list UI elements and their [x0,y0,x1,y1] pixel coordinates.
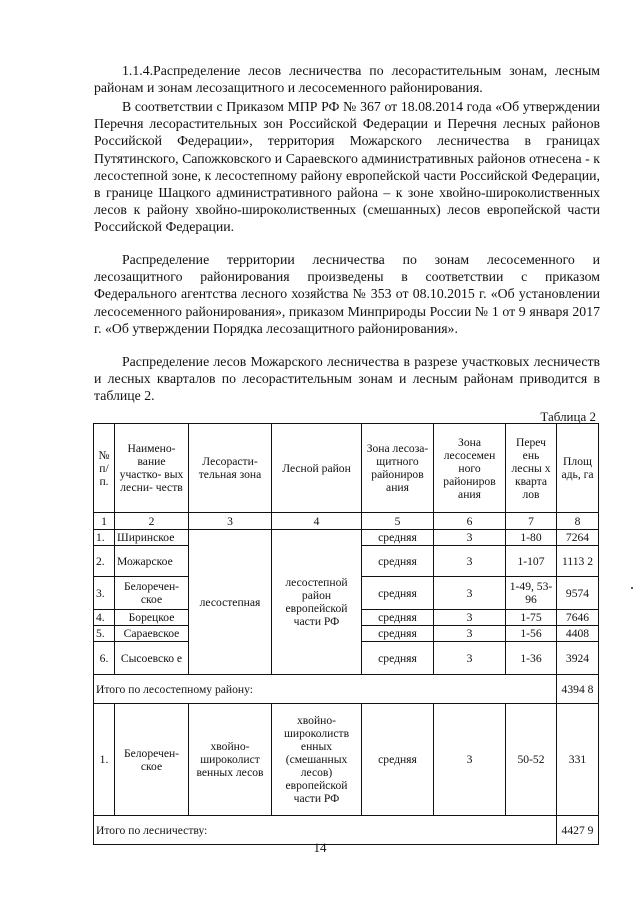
row-quarters: 1-36 [506,642,557,675]
row-area: 331 [557,704,599,816]
forest-district-cell: хвойно- широколиств енных (смешанных лесов) европейской части РФ [272,704,362,816]
row-protect: средняя [362,530,434,546]
row-protect: средняя [362,577,434,610]
header-quarters: Переч ень лесны х кварта лов [506,424,557,513]
row-name: Белоречен- ское [115,704,189,816]
zones-order-paragraph [94,98,600,236]
row-protect: средняя [362,642,434,675]
row-seed: 3 [434,704,506,816]
row-seed: 3 [434,546,506,577]
row-quarters: 1-80 [506,530,557,546]
row-name: Ширинское [115,530,189,546]
header-num: № п/ п. [94,424,115,513]
column-number: 7 [506,513,557,530]
row-name: Белоречен- ское [115,577,189,610]
row-protect: средняя [362,546,434,577]
row-num: 3. [94,577,115,610]
header-name: Наимено- вание участко- вых лесни- честв [115,424,189,513]
row-seed: 3 [434,530,506,546]
subtotal-row [94,675,599,704]
row-quarters: 1-49, 53-96 [506,577,557,610]
column-number: 2 [115,513,189,530]
column-number: 5 [362,513,434,530]
row-area: 3924 [557,642,599,675]
header-area: Площ адь, га [557,424,599,513]
row-name: Сысоевско е [115,642,189,675]
forest-distribution-table [93,423,599,845]
forest-zone-cell: лесостепная [189,530,272,675]
row-quarters: 50-52 [506,704,557,816]
row-area: 4408 [557,626,599,642]
row-area: 7264 [557,530,599,546]
table-intro-paragraph [94,353,600,405]
row-name: Борецкое [115,610,189,626]
forest-district-cell: лесостепной район европейской части РФ [272,530,362,675]
header-seed: Зона лесосемен ного райониров ания [434,424,506,513]
column-number: 8 [557,513,599,530]
paragraph-text: Распределение лесов Можарского лесничества в разрезе участковых лесничеств и лесных кварталов по лесорастительным зонам и лесным районам приводится в таблице 2. [94,354,600,404]
row-quarters: 1-107 [506,546,557,577]
row-area: 9574 [557,577,599,610]
subtotal-value: 4394 8 [557,675,599,704]
table-row [94,530,599,546]
table-row [94,704,599,816]
row-num: 6. [94,642,115,675]
zoning-orders-paragraph [94,251,600,337]
row-seed: 3 [434,577,506,610]
row-seed: 3 [434,610,506,626]
row-seed: 3 [434,642,506,675]
table-header-row [94,424,599,513]
column-number: 4 [272,513,362,530]
row-quarters: 1-56 [506,626,557,642]
row-protect: средняя [362,626,434,642]
header-district: Лесной район [272,424,362,513]
row-quarters: 1-75 [506,610,557,626]
paragraph-text: Распределение территории лесничества по зонам лесосеменного и лесозащитного районирования произведены в соответствии с приказом Федерального агентства лесного хозяйства № 353 от 08.10.2015 г. «Об установлении лесосеменного районирования», приказом Минприроды России № 1 от 9 января 2017 г. «Об утверждении Порядка лесозащитного районирования». [94,252,600,336]
row-num: 4. [94,610,115,626]
row-num: 2. [94,546,115,577]
column-number: 3 [189,513,272,530]
row-protect: средняя [362,704,434,816]
row-area: 1113 2 [557,546,599,577]
total-value: 4427 9 [557,816,599,845]
row-area: 7646 [557,610,599,626]
row-protect: средняя [362,610,434,626]
column-number: 1 [94,513,115,530]
row-num: 1. [94,704,115,816]
row-num: 1. [94,530,115,546]
row-seed: 3 [434,626,506,642]
subtotal-label: Итого по лесостепному району: [94,675,557,704]
column-number: 6 [434,513,506,530]
row-num: 5. [94,626,115,642]
row-name: Сараевское [115,626,189,642]
scan-speck [631,587,633,589]
paragraph-text: В соответствии с Приказом МПР РФ № 367 от 18.08.2014 года «Об утверждении Перечня лесорастительных зон Российской Федерации и Перечня лесных районов Российской Федерации», территория Можарского лесничества в границах Путятинского, Сапожковского и Сараевского административных районов отнесена - к лесостепной зоне, к лесостепному району европейской части Российской Федерации, в границе Шацкого административного района – к зоне хвойно-широколиственных лесов к району хвойно-широколиственных (смешанных) лесов европейской части Российской Федерации. [94,99,600,235]
table-caption: Таблица 2 [540,409,596,424]
row-name: Можарское [115,546,189,577]
column-number-row [94,513,599,530]
paragraph-text: 1.1.4.Распределение лесов лесничества по лесорастительным зонам, лесным районам и зонам лесозащитного и лесосеменного районирования. [94,63,600,96]
header-zone: Лесорасти- тельная зона [189,424,272,513]
forest-zone-cell: хвойно- широколист венных лесов [189,704,272,816]
section-heading-paragraph [94,62,600,96]
page-number: 14 [313,840,327,855]
total-label: Итого по лесничеству: [94,816,557,845]
header-protect: Зона лесоза- щитного райониров ания [362,424,434,513]
